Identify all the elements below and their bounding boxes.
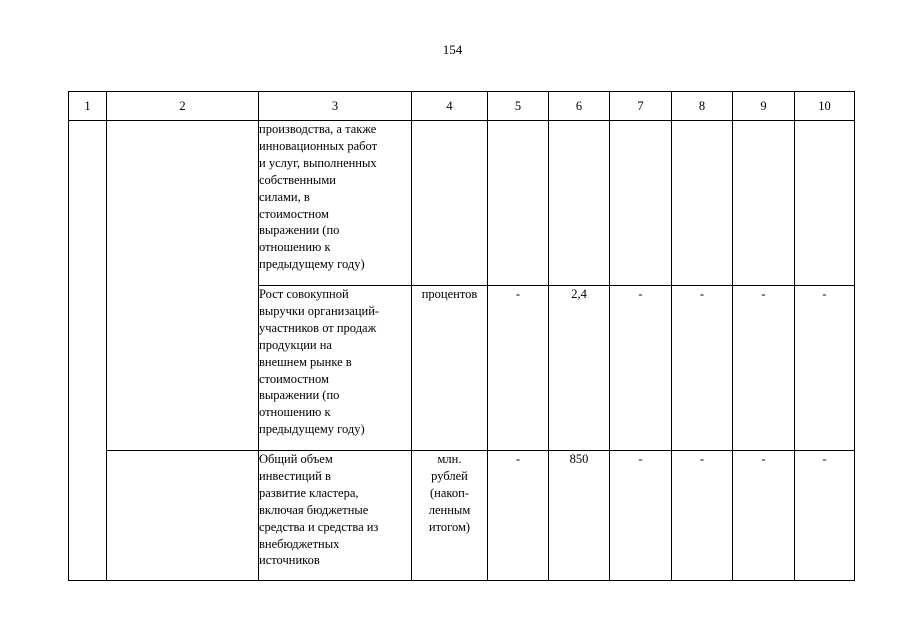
- unit-text: процентов: [421, 287, 478, 301]
- cell-number: [69, 121, 107, 581]
- cell-value-9: -: [733, 451, 795, 581]
- cell-value-9: [733, 121, 795, 286]
- cell-value-8: [672, 121, 733, 286]
- cell-unit: [412, 286, 488, 451]
- table-row: [69, 451, 855, 581]
- cell-value-5: [488, 121, 549, 286]
- column-header-10: 10: [795, 92, 855, 121]
- cell-indicator: [259, 451, 412, 581]
- cell-value-10: -: [795, 451, 855, 581]
- unit-text: млн. рублей (накоп- ленным итогом): [428, 452, 471, 534]
- cell-unit: [412, 451, 488, 581]
- indicator-text: Общий объем инвестиций в развитие кластера, включая бюджетные средства и средства из внебюджетных источников: [259, 452, 379, 568]
- column-header-9: 9: [733, 92, 795, 121]
- cell-value-10: [795, 121, 855, 286]
- column-header-3: 3: [259, 92, 412, 121]
- cell-indicator: [259, 286, 412, 451]
- cell-value-5: -: [488, 451, 549, 581]
- column-header-8: 8: [672, 92, 733, 121]
- cell-value-6: 850: [549, 451, 610, 581]
- cell-objective: [107, 451, 259, 581]
- column-header-6: 6: [549, 92, 610, 121]
- cell-unit: [412, 121, 488, 286]
- cell-value-10: -: [795, 286, 855, 451]
- column-header-5: 5: [488, 92, 549, 121]
- cell-value-7: -: [610, 286, 672, 451]
- cell-value-7: [610, 121, 672, 286]
- cell-value-6: [549, 121, 610, 286]
- cell-value-5: -: [488, 286, 549, 451]
- page-number: 154: [442, 42, 463, 57]
- table-header-row: [69, 92, 855, 121]
- cell-value-9: -: [733, 286, 795, 451]
- indicator-text: Рост совокупной выручки организаций- участников от продаж продукции на внешнем рынке в стоимостном выражении (по отношению к предыдущему году): [259, 287, 380, 437]
- cell-indicator: [259, 121, 412, 286]
- cell-objective: [107, 121, 259, 451]
- column-header-7: 7: [610, 92, 672, 121]
- indicator-text: производства, а также инновационных работ и услуг, выполненных собственными силами, в стоимостном выражении (по отношению к предыдущему году): [259, 122, 378, 272]
- cell-value-8: -: [672, 286, 733, 451]
- cell-value-6: 2,4: [549, 286, 610, 451]
- cell-value-8: -: [672, 451, 733, 581]
- indicators-table: [68, 91, 855, 581]
- column-header-1: 1: [69, 92, 107, 121]
- column-header-4: 4: [412, 92, 488, 121]
- cell-value-7: -: [610, 451, 672, 581]
- table-row: [69, 121, 855, 286]
- column-header-2: 2: [107, 92, 259, 121]
